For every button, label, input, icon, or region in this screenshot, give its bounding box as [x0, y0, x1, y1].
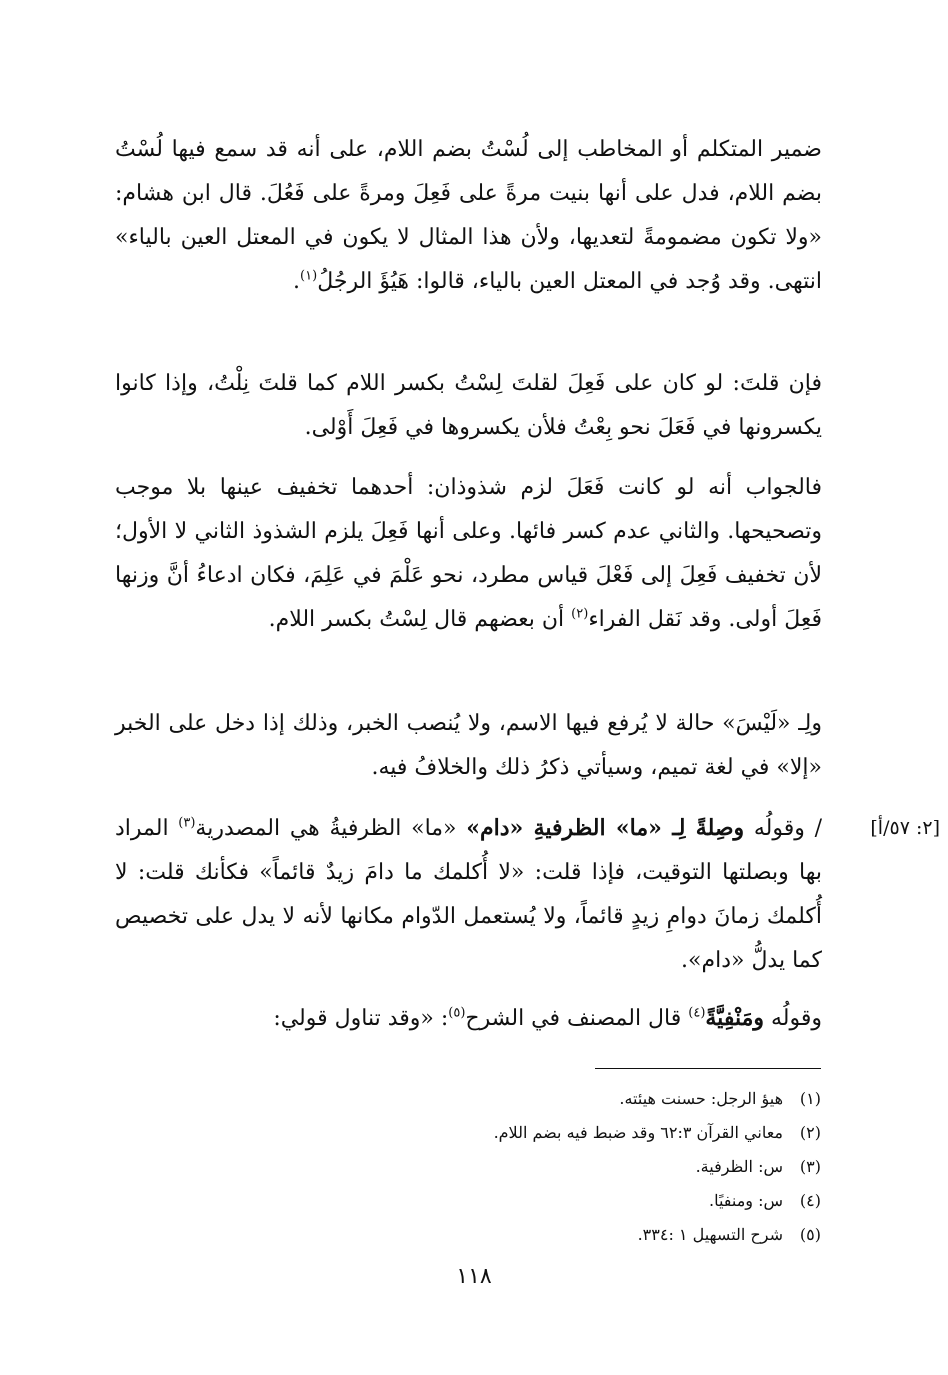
footnote-1-number: (١) — [799, 1089, 821, 1108]
paragraph-5-intro: وقولُه — [744, 816, 815, 841]
quoted-matn-1: وصِلةً لِـ «ما» الظرفيةِ «دام» — [466, 815, 745, 841]
footnote-1-text: هيؤ الرجل: حسنت هيئته. — [619, 1089, 783, 1108]
footnote-1 — [380, 1082, 821, 1116]
manuscript-margin-reference: [٢: ٥٧/أ] — [870, 817, 940, 839]
paragraph-6-rest: : «وقد تناول قولي: — [273, 1006, 449, 1031]
paragraph-6-intro: وقولُه — [764, 1006, 822, 1031]
paragraph-3-tail: أن بعضهم قال لِسْتُ بكسر اللام. — [268, 607, 572, 632]
paragraph-1-end: . — [293, 269, 301, 294]
paragraph-2: فإن قلتَ: لو كان على فَعِلَ لقلتَ لِسْتُ بكسر اللام كما قلتَ نِلْتُ، وإذا كانوا يكسرونها في فَعَلَ نحو بِعْتُ فلأن يكسروها في فَعِلَ أَوْلى. — [115, 371, 822, 440]
footnote-ref-4[interactable]: (٤) — [688, 1005, 706, 1021]
page-number: ١١٨ — [456, 1264, 492, 1289]
paragraph-4: ولِـ «لَيْسَ» حالة لا يُرفع فيها الاسم، ولا يُنصب الخبر، وذلك إذا دخل على الخبر «إلا» في لغة تميم، وسيأتي ذكرُ ذلك والخلافُ فيه. — [115, 711, 822, 780]
paragraph-3-text: فالجواب أنه لو كانت فَعَلَ لزم شذوذان: أحدهما تخفيف عينها بلا موجب وتصحيحها. والثاني عدم كسر فائها. وعلى أنها فَعِلَ يلزم الشذوذ الثاني لا الأول؛ لأن تخفيف فَعِلَ إلى فَعْلَ قياس مطرد، نحو عَلْمَ في عَلِمَ، فكان ادعاءُ أنَّ وزنها فَعِلَ أولى. وقد نَقل الفراء — [115, 475, 822, 632]
footnote-2 — [380, 1116, 821, 1150]
footnote-5-text: شرح التسهيل ١ :٣٣٤. — [637, 1225, 783, 1244]
footnote-2-text: معاني القرآن ٦٢:٣ وقد ضبط فيه بضم اللام. — [493, 1123, 783, 1142]
footnote-2-number: (٢) — [799, 1123, 821, 1142]
paragraph-6-mid: قال المصنف في الشرح — [465, 1006, 689, 1031]
footnote-4 — [380, 1184, 821, 1218]
paragraph-3 — [115, 466, 822, 642]
footnote-3-number: (٣) — [799, 1157, 821, 1176]
footnote-ref-1[interactable]: (١) — [300, 268, 318, 284]
footnote-4-text: س: ومنفيًا. — [708, 1191, 783, 1210]
footnote-5 — [380, 1218, 821, 1252]
paragraph-6 — [115, 996, 822, 1041]
paragraph-1 — [115, 128, 822, 304]
footnote-4-number: (٤) — [799, 1191, 821, 1210]
footnote-ref-3[interactable]: (٣) — [178, 815, 196, 831]
paragraph-5-rest: المراد بها وبصلتها التوقيت، فإذا قلت: «لا أُكلمك ما دامَ زيدٌ قائماً» فكأنك قلت: لا أُكلمك زمانَ دوامِ زيدٍ قائماً، ولا يُستعمل الدّوام مكانها لأنه لا يدل على تخصيص كما يدلُّ «دام». — [115, 816, 822, 973]
footnote-3 — [380, 1150, 821, 1184]
paragraph-1-text: ضمير المتكلم أو المخاطب إلى لُسْتُ بضم اللام، على أنه قد سمع فيها لُسْتُ بضم اللام، فدل على أنها بنيت مرةً على فَعِلَ ومرةً على فَعُلَ. قال ابن هشام: «ولا تكون مضمومةً لتعديها، ولأن هذا المثال لا يكون في المعتل العين بالياء» انتهى. وقد وُجد في المعتل العين بالياء، قالوا: هَيُؤَ الرجُلُ — [115, 137, 822, 294]
footnote-ref-2[interactable]: (٢) — [571, 606, 589, 622]
footnote-3-text: س: الظرفية. — [695, 1157, 783, 1176]
folio-marker: / — [814, 816, 822, 841]
footnote-ref-5[interactable]: (٥) — [448, 1005, 466, 1021]
quoted-matn-2: ومَنْفِيَّةً — [705, 1005, 764, 1031]
footnote-5-number: (٥) — [799, 1225, 821, 1244]
footnotes-list — [380, 1082, 821, 1252]
paragraph-5-mid: «ما» الظرفيةُ هي المصدرية — [195, 816, 467, 841]
paragraph-5 — [115, 806, 822, 983]
footnote-divider — [595, 1068, 821, 1069]
